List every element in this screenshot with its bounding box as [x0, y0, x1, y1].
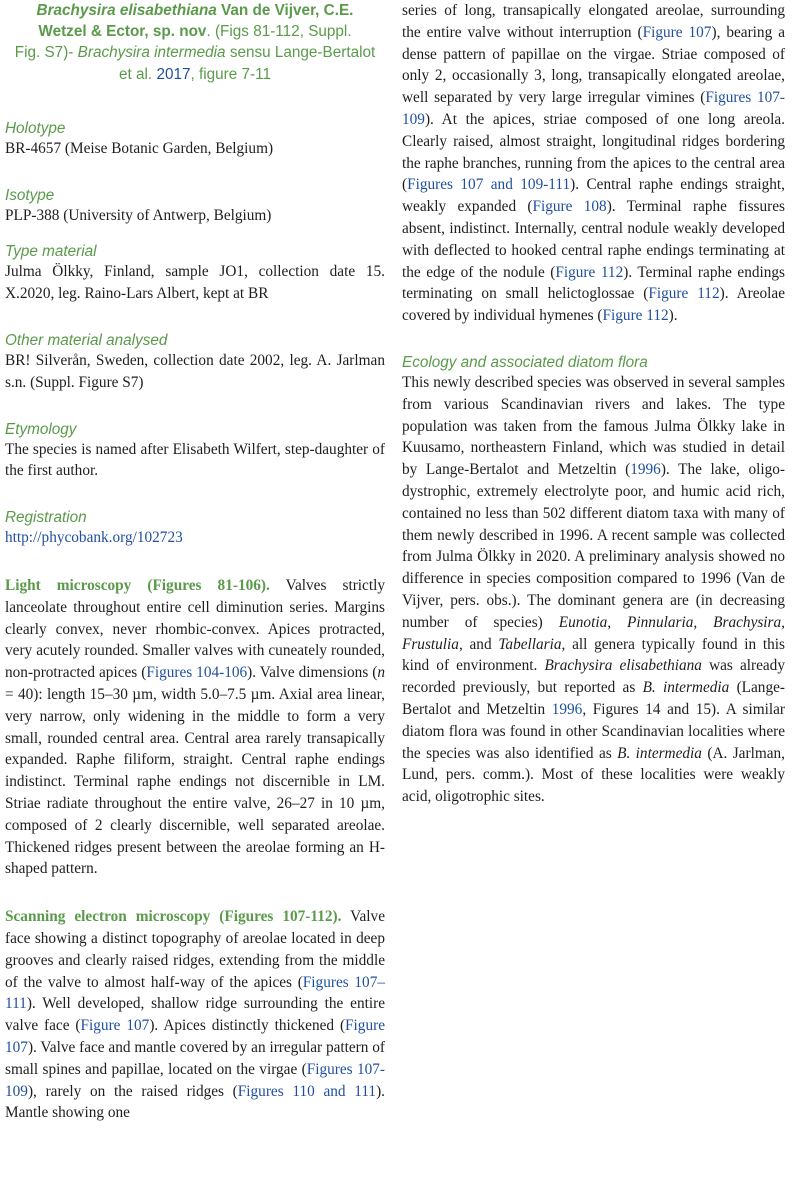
- sem-heading: Scanning electron microscopy (Figures 107-112).: [5, 908, 342, 926]
- figure-ref-link[interactable]: Figure 107: [80, 1017, 150, 1035]
- other-material-section: [5, 331, 385, 394]
- light-microscopy-heading: Light microscopy (Figures 81-106).: [5, 576, 270, 594]
- sem-paragraph: Scanning electron microscopy (Figures 107-112). Valve face showing a distinct topography of areolae located in deep grooves and clearly raised ridges, extending from the middle of the valve to almost half-way of the apices (Figures 107–111). Well developed, shallow ridge surrounding the entire valve face (Figure 107). Apices distinctly thickened (Figure 107). Valve face and mantle covered by an irregular pattern of small spines and papillae, located on the virgae (Figures 107-109), rarely on the raised ridges (Figures 110 and 111). Mantle showing one: [5, 908, 385, 1122]
- sem-continued-paragraph: series of long, transapically elongated areolae, surrounding the entire valve without interruption (Figure 107), bearing a dense pattern of papillae on the virgae. Striae composed of only 2, occasionally 3, long, transapically elongated areolae, well separated by very large irregular vimines (Figures 107-109). At the apices, striae composed of one long areola. Clearly raised, almost straight, longitudinal ridges bordering the raphe branches, running from the apices to the central area (Figures 107 and 109-111). Central raphe endings straight, weakly expanded (Figure 108). Terminal raphe fissures absent, indistinct. Internally, central nodule weakly developed with deflected to hooked central raphe endings terminating at the edge of the nodule (Figure 112). Terminal raphe endings terminating on small helictoglossae (Figure 112). Areolae covered by individual hymenes (Figure 112).: [402, 2, 786, 325]
- left-column: [5, 0, 385, 1124]
- light-microscopy-paragraph: Light microscopy (Figures 81-106). Valves strictly lanceolate throughout entire cell diminution series. Margins clearly convex, never rhombic-convex. Apices protracted, very acutely rounded. Smaller valves with cuneately rounded, non-protracted apices (Figures 104-106). Valve dimensions (n = 40): length 15–30 µm, width 5.0–7.5 µm. Axial area linear, very narrow, only widening in the middle to form a very small, rounded central area. Central area rarely transapically expanded. Raphe filiform, straight. Central raphe endings indistinct. Terminal raphe endings not discernible in LM. Striae radiate throughout the entire valve, 26–27 in 10 µm, composed of 2 clearly discernible, well separated areolae. Thickened ridges present between the areolae forming an H-shaped pattern.: [5, 576, 385, 878]
- figure-ref-link[interactable]: Figures 107-109: [402, 89, 785, 128]
- isotype-heading: Isotype: [5, 186, 55, 204]
- holotype-section: [5, 119, 385, 160]
- etymology-section: [5, 420, 385, 483]
- figure-ref-link[interactable]: Figure 112: [555, 263, 624, 281]
- holotype-text: BR-4657 (Meise Botanic Garden, Belgium): [5, 139, 274, 157]
- ecology-text: This newly described species was observed in several samples from various Scandinavian rivers and lakes. The type population was taken from the famous Julma Ölkky lake in Kuusamo, northeastern Finland, which was studied in detail by Lange-Bertalot and Metzeltin (1996). The lake, oligo-dystrophic, extremely electrolyte poor, and humic acid rich, contained no less than 502 different diatom taxa with many of them newly described in 1996. A recent sample was collected from Julma Ölkky in 2020. A preliminary analysis showed no difference in species composition compared to 1996 (Van de Vijver, pers. obs.). The dominant genera are (in decreasing number of species) Eunotia, Pinnularia, Brachysira, Frustulia, and Tabellaria, all genera typically found in this kind of environment. Brachysira elisabethiana was already recorded previously, but reported as B. intermedia (Lange-Bertalot and Metzeltin 1996, Figures 14 and 15). A similar diatom flora was found in other Scandinavian localities where the species was also identified as B. intermedia (A. Jarlman, Lund, pers. comm.). Most of these localities were weakly acid, oligotrophic sites.: [402, 373, 785, 806]
- etymology-text: The species is named after Elisabeth Wilfert, step-daughter of the first author.: [5, 440, 385, 480]
- other-material-text: BR! Silverån, Sweden, collection date 2002, leg. A. Jarlman s.n. (Suppl. Figure S7): [5, 352, 385, 391]
- type-material-heading: Type material: [5, 243, 97, 261]
- other-material-heading: Other material analysed: [5, 332, 168, 349]
- title-species-name: Brachysira elisabethiana: [36, 2, 217, 19]
- figure-ref-link[interactable]: Figure 108: [532, 198, 607, 216]
- registration-section: [5, 508, 385, 549]
- holotype-heading: Holotype: [5, 119, 66, 137]
- etymology-heading: Etymology: [5, 420, 77, 438]
- species-title: Brachysira elisabethiana Van de Vijver, C.E. Wetzel & Ector, sp. nov. (Figs 81-112, Suppl. Fig. S7)- Brachysira intermedia sensu Lange-Bertalot et al. 2017, figure 7-11: [14, 2, 376, 83]
- figure-ref-link[interactable]: Figures 107-109: [5, 1060, 385, 1100]
- ecology-heading: Ecology and associated diatom flora: [402, 353, 648, 371]
- ecology-section: [402, 353, 785, 808]
- title-authority: Wetzel & Ector, sp. nov: [38, 23, 207, 41]
- figure-ref-link[interactable]: Figure 107: [642, 23, 712, 41]
- figure-ref-link[interactable]: Figures 104-106: [146, 664, 248, 682]
- figure-ref-link[interactable]: Figure 107: [5, 1017, 385, 1056]
- registration-heading: Registration: [5, 509, 87, 527]
- figure-ref-link[interactable]: Figures 107–111: [5, 973, 385, 1013]
- phycobank-link[interactable]: http://phycobank.org/102723: [5, 529, 183, 547]
- isotype-section: [5, 186, 385, 227]
- type-material-section: [5, 242, 385, 305]
- ref-2017-link[interactable]: 2017: [156, 65, 191, 83]
- figure-ref-link[interactable]: Figure 112: [648, 285, 720, 303]
- figure-ref-link[interactable]: Figures 107 and 109-111: [407, 176, 571, 194]
- right-column: [402, 0, 785, 808]
- type-material-text: Julma Ölkky, Finland, sample JO1, collection date 15. X.2020, leg. Raino-Lars Albert, kept at BR: [5, 263, 385, 303]
- figure-ref-link[interactable]: Figures 110 and 111: [237, 1082, 377, 1100]
- citation-year-link[interactable]: 1996: [630, 461, 661, 479]
- figure-ref-link[interactable]: Figure 112: [602, 307, 669, 325]
- citation-year-link[interactable]: 1996: [551, 700, 583, 718]
- isotype-text: PLP-388 (University of Antwerp, Belgium): [5, 206, 272, 224]
